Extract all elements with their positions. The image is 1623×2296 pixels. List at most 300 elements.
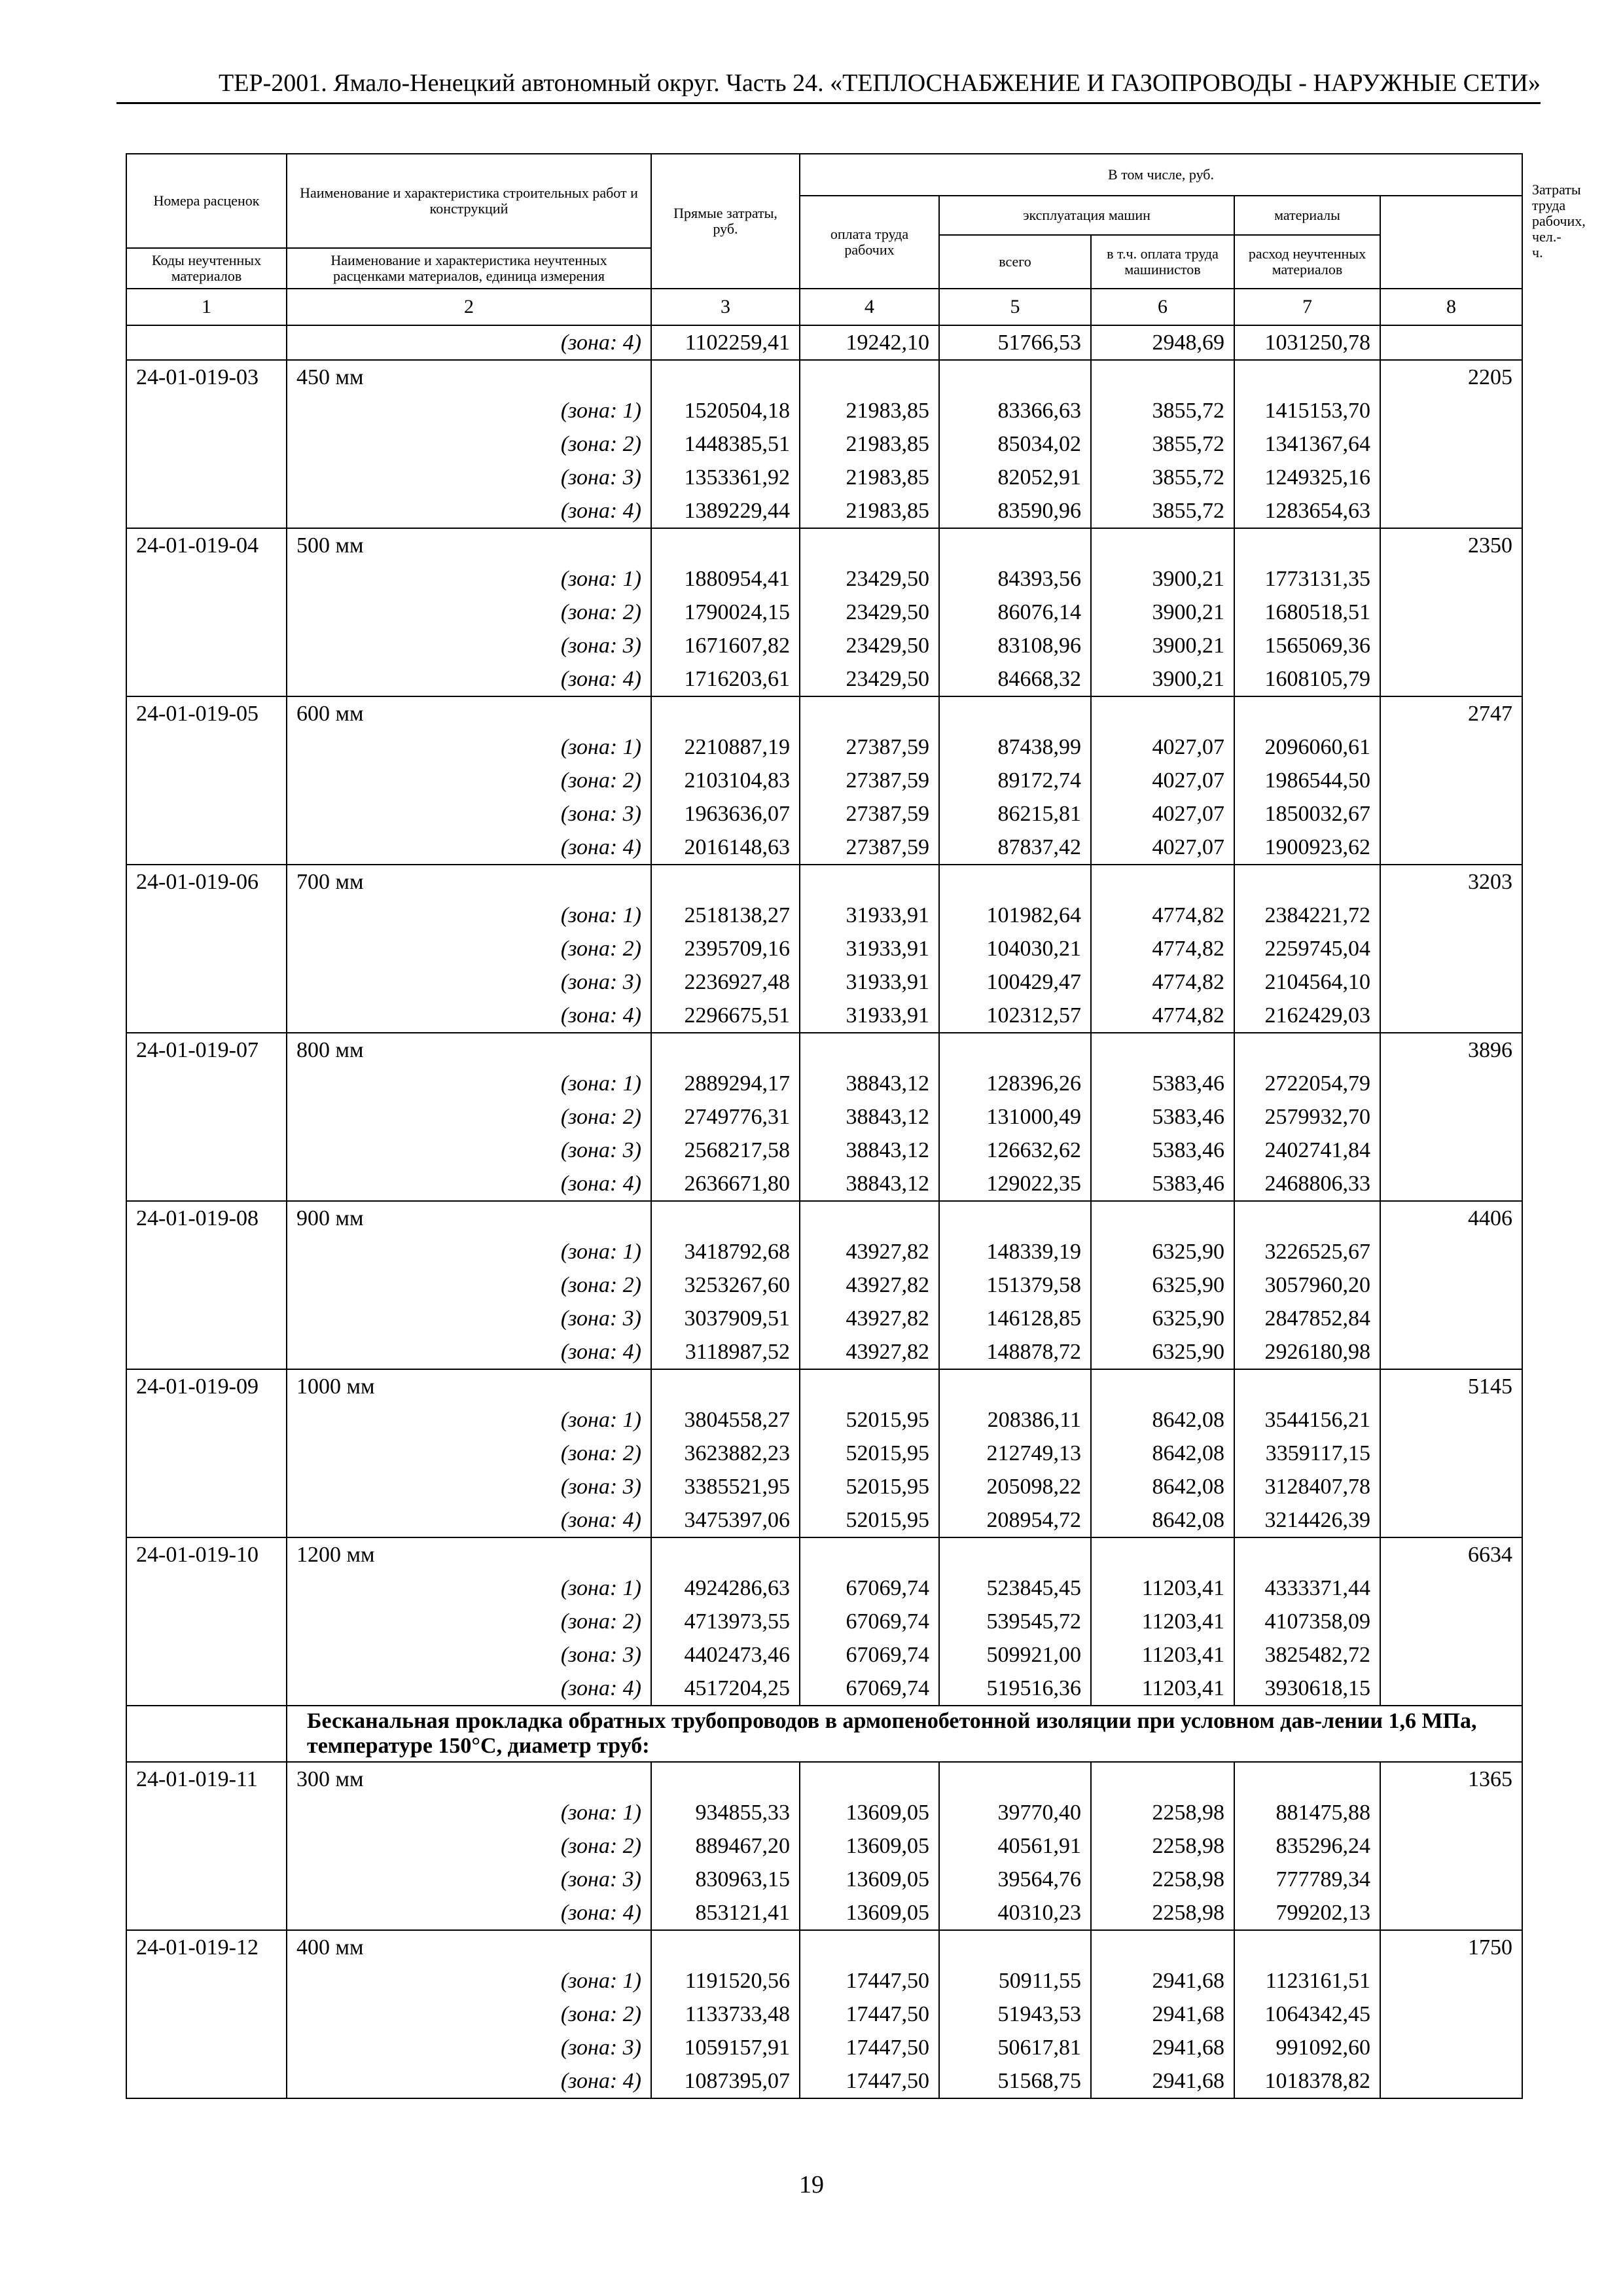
blank-cell xyxy=(1380,394,1522,427)
blank-cell xyxy=(651,865,800,899)
zone-row xyxy=(126,2031,1522,2064)
direct-costs: 2889294,17 xyxy=(651,1067,800,1100)
zone-label: (зона: 4) xyxy=(287,1672,651,1706)
blank-cell xyxy=(126,1964,287,1998)
machines-labor: 8642,08 xyxy=(1091,1403,1234,1437)
blank-cell xyxy=(1380,1672,1522,1706)
blank-cell xyxy=(1380,2064,1522,2098)
machines-total: 83108,96 xyxy=(939,629,1091,662)
machines-labor: 3900,21 xyxy=(1091,629,1234,662)
machines-labor: 2948,69 xyxy=(1091,325,1234,360)
labor-pay: 27387,59 xyxy=(800,831,939,865)
zone-row xyxy=(126,965,1522,999)
blank-cell xyxy=(126,1268,287,1302)
zone-label: (зона: 4) xyxy=(287,1167,651,1201)
blank-cell xyxy=(1380,1638,1522,1672)
machines-labor: 5383,46 xyxy=(1091,1167,1234,1201)
labor-pay: 67069,74 xyxy=(800,1605,939,1638)
rate-header-row xyxy=(126,1369,1522,1403)
direct-costs: 4924286,63 xyxy=(651,1571,800,1605)
direct-costs: 2236927,48 xyxy=(651,965,800,999)
zone-row xyxy=(126,494,1522,528)
rate-code: 24-01-019-09 xyxy=(126,1369,287,1403)
labor-pay: 23429,50 xyxy=(800,662,939,696)
labor-pay: 23429,50 xyxy=(800,562,939,596)
materials-cost: 3544156,21 xyxy=(1234,1403,1380,1437)
column-number: 6 xyxy=(1091,289,1234,325)
blank-cell xyxy=(939,696,1091,730)
materials-cost: 3214426,39 xyxy=(1234,1503,1380,1537)
labor-pay: 21983,85 xyxy=(800,427,939,461)
machines-total: 83366,63 xyxy=(939,394,1091,427)
direct-costs: 2210887,19 xyxy=(651,730,800,764)
zone-label: (зона: 2) xyxy=(287,1829,651,1863)
materials-cost: 2847852,84 xyxy=(1234,1302,1380,1335)
zone-label: (зона: 1) xyxy=(287,1571,651,1605)
direct-costs: 1790024,15 xyxy=(651,596,800,629)
labor-pay: 13609,05 xyxy=(800,1796,939,1829)
machines-labor: 8642,08 xyxy=(1091,1503,1234,1537)
machines-labor: 2258,98 xyxy=(1091,1829,1234,1863)
header-materials: материалы xyxy=(1234,196,1380,235)
machines-labor: 3900,21 xyxy=(1091,596,1234,629)
direct-costs: 2568217,58 xyxy=(651,1134,800,1167)
header-machines-total: всего xyxy=(939,235,1091,289)
blank-cell xyxy=(126,932,287,965)
running-title: ТЕР-2001. Ямало-Ненецкий автономный округ. Часть 24. «ТЕПЛОСНАБЖЕНИЕ И ГАЗОПРОВОДЫ - НАРУЖНЫЕ СЕТИ» xyxy=(116,68,1541,104)
zone-label: (зона: 1) xyxy=(287,394,651,427)
materials-cost: 1680518,51 xyxy=(1234,596,1380,629)
machines-total: 83590,96 xyxy=(939,494,1091,528)
zone-row xyxy=(126,1796,1522,1829)
direct-costs: 2103104,83 xyxy=(651,764,800,797)
blank-cell xyxy=(1380,1067,1522,1100)
rate-code: 24-01-019-04 xyxy=(126,528,287,562)
machines-total: 85034,02 xyxy=(939,427,1091,461)
zone-label: (зона: 3) xyxy=(287,1302,651,1335)
labor-pay: 67069,74 xyxy=(800,1638,939,1672)
direct-costs: 2518138,27 xyxy=(651,899,800,932)
machines-labor: 4027,07 xyxy=(1091,764,1234,797)
zone-row xyxy=(126,1437,1522,1470)
blank-cell xyxy=(1380,629,1522,662)
machines-labor: 5383,46 xyxy=(1091,1067,1234,1100)
machines-total: 131000,49 xyxy=(939,1100,1091,1134)
rates-table: Номера расценок Наименование и характеристика строительных работ и конструкций Прямые затраты, руб. В том числе, руб. Затраты труда рабочих, чел.-ч. оплата труда рабочих эксплуатация машин материалы всего в т.ч. оплата труда машинистов расход неучтенных материалов Коды неучтенных материалов Наименование и характеристика неучтенных расценками материалов, единица измерения 1 2 3 4 5 6 7 8 (зона: 4) 1102259,41 19242,10 51766,53 2948,69 1031250,78 24-01-019-03 450 мм 2205 (зона: 1) 1520504,18 21983,85 83366,63 3855,72 1415153,70 (зона: 2) 1448385,51 21983,85 85034,02 3855,72 1341367,64 (зона: 3) 1353361,92 21983,85 82052,91 3855,72 1249325,16 (зона: 4) 1389229,44 21983,85 83590,96 3855,72 1283654,63 24-01-019-04 500 мм 2350 (зона: 1) 1880954,41 23429,50 84393,56 3900,21 1773131,35 (зона: 2) 1790024,15 23429,50 86076,14 3900,21 1680518,51 (зона: 3) 1671607,82 23429,50 83108,96 3900,21 1565069,36 (зона: 4) 1716203,61 23429,50 84668,32 3900,21 1608105,79 24-01-019-05 600 мм 2747 (зона: 1) 2210887,19 27387,59 87438,99 4027,07 2096060,61 (зона: 2) 2103104,83 27387,59 89172,74 4027,07 1986544,50 (зона: 3) 1963636,07 27387,59 86215,81 4027,07 1850032,67 (зона: 4) 2016148,63 27387,59 87837,42 4027,07 1900923,62 24-01-019-06 700 мм 3203 (зона: 1) 2518138,27 31933,91 101982,64 4774,82 2384221,72 (зона: 2) 2395709,16 31933,91 104030,21 4774,82 2259745,04 (зона: 3) 2236927,48 31933,91 100429,47 4774,82 2104564,10 (зона: 4) 2296675,51 31933,91 102312,57 4774,82 2162429,03 24-01-019-07 800 мм 3896 (зона: 1) 2889294,17 38843,12 128396,26 5383,46 2722054,79 (зона: 2) 2749776,31 38843,12 131000,49 5383,46 2579932,70 (зона: 3) 2568217,58 38843,12 126632,62 5383,46 2402741,84 (зона: 4) 2636671,80 38843,12 129022,35 5383,46 2468806,33 24-01-019-08 900 мм 4406 (зона: 1) 3418792,68 43927,82 148339,19 6325,90 3226525,67 (зона: 2) 3253267,60 43927,82 151379,58 6325,90 3057960,20 (зона: 3) 3037909,51 43927,82 146128,85 6325,90 2847852,84 (зона: 4) 3118987,52 43927,82 148878,72 6325,90 2926180,98 24-01-019-09 1000 мм 5145 (зона: 1) 3804558,27 52015,95 208386,11 8642,08 3544156,21 (зона: 2) 3623882,23 52015,95 212749,13 8642,08 3359117,15 (зона: 3) 3385521,95 52015,95 205098,22 8642,08 3128407,78 (зона: 4) 3475397,06 52015,95 208954,72 8642,08 3214426,39 24-01-019-10 1200 мм 6634 (зона: 1) 4924286,63 67069,74 523845,45 11203,41 4333371,44 (зона: 2) 4713973,55 67069,74 539545,72 11203,41 4107358,09 (зона: 3) 4402473,46 67069,74 509921,00 11203,41 3825482,72 (зона: 4) 4517204,25 67069,74 519516,36 11203,41 3930618,15 Бесканальная прокладка обратных трубопроводов в армопенобетонной изоляции при условном дав-лении 1,6 МПа, температуре 150°С, диаметр труб: 24-01-019-11 300 мм 1365 (зона: 1) 934855,33 13609,05 39770,40 2258,98 881475,88 (зона: 2) 889467,20 13609,05 40561,91 2258,98 835296,24 (зона: 3) 830963,15 13609,05 39564,76 2258,98 777789,34 (зона: 4) 853121,41 13609,05 40310,23 2258,98 799202,13 24-01-019-12 400 мм 1750 (зона: 1) 1191520,56 17447,50 50911,55 2941,68 1123161,51 (зона: 2) 1133733,48 17447,50 51943,53 2941,68 1064342,45 (зона: 3) 1059157,91 17447,50 50617,81 2941,68 991092,60 (зона: 4) 1087395,07 17447,50 51568,75 2941,68 1018378,82 xyxy=(126,153,1523,2099)
zone-label: (зона: 2) xyxy=(287,1998,651,2031)
materials-cost: 2104564,10 xyxy=(1234,965,1380,999)
machines-total: 126632,62 xyxy=(939,1134,1091,1167)
rate-code: 24-01-019-03 xyxy=(126,360,287,394)
blank-cell xyxy=(126,1571,287,1605)
blank-cell xyxy=(1234,528,1380,562)
zone-label: (зона: 3) xyxy=(287,629,651,662)
blank-cell xyxy=(1380,899,1522,932)
materials-cost: 1249325,16 xyxy=(1234,461,1380,494)
materials-cost: 835296,24 xyxy=(1234,1829,1380,1863)
labor-pay: 17447,50 xyxy=(800,2031,939,2064)
materials-cost: 1123161,51 xyxy=(1234,1964,1380,1998)
blank-cell xyxy=(1380,1403,1522,1437)
direct-costs: 3037909,51 xyxy=(651,1302,800,1335)
machines-total: 51766,53 xyxy=(939,325,1091,360)
zone-row xyxy=(126,1134,1522,1167)
blank-cell xyxy=(1091,1201,1234,1235)
blank-cell xyxy=(800,528,939,562)
machines-total: 104030,21 xyxy=(939,932,1091,965)
header-machines-labor: в т.ч. оплата труда машинистов xyxy=(1091,235,1234,289)
direct-costs: 2016148,63 xyxy=(651,831,800,865)
pipe-diameter: 450 мм xyxy=(287,360,651,394)
header-name-top: Наименование и характеристика строительных работ и конструкций xyxy=(287,154,651,248)
blank-cell xyxy=(126,394,287,427)
blank-cell xyxy=(1091,528,1234,562)
machines-total: 205098,22 xyxy=(939,1470,1091,1503)
labor-pay: 23429,50 xyxy=(800,596,939,629)
zone-label: (зона: 2) xyxy=(287,427,651,461)
machines-total: 129022,35 xyxy=(939,1167,1091,1201)
zone-row xyxy=(126,1638,1522,1672)
header-in-total: В том числе, руб. xyxy=(800,154,1522,196)
blank-cell xyxy=(1380,1302,1522,1335)
column-number: 7 xyxy=(1234,289,1380,325)
labor-pay: 38843,12 xyxy=(800,1167,939,1201)
blank-cell xyxy=(1380,325,1522,360)
blank-cell xyxy=(126,1503,287,1537)
labor-pay: 52015,95 xyxy=(800,1503,939,1537)
machines-labor: 4027,07 xyxy=(1091,797,1234,831)
blank-cell xyxy=(651,360,800,394)
labor-hours: 2350 xyxy=(1380,528,1522,562)
zone-label: (зона: 2) xyxy=(287,932,651,965)
zone-row xyxy=(126,831,1522,865)
zone-row xyxy=(126,1403,1522,1437)
blank-cell xyxy=(1380,1437,1522,1470)
blank-cell xyxy=(126,1302,287,1335)
direct-costs: 1716203,61 xyxy=(651,662,800,696)
direct-costs: 3118987,52 xyxy=(651,1335,800,1369)
direct-costs: 3475397,06 xyxy=(651,1503,800,1537)
blank-cell xyxy=(126,1605,287,1638)
zone-label: (зона: 4) xyxy=(287,1335,651,1369)
pipe-diameter: 400 мм xyxy=(287,1930,651,1964)
blank-cell xyxy=(1380,1100,1522,1134)
labor-hours: 5145 xyxy=(1380,1369,1522,1403)
blank-cell xyxy=(939,1201,1091,1235)
blank-cell xyxy=(1091,865,1234,899)
materials-cost: 2162429,03 xyxy=(1234,999,1380,1033)
blank-cell xyxy=(126,1437,287,1470)
zone-label: (зона: 3) xyxy=(287,797,651,831)
zone-label: (зона: 2) xyxy=(287,764,651,797)
pipe-diameter: 1200 мм xyxy=(287,1537,651,1571)
materials-cost: 881475,88 xyxy=(1234,1796,1380,1829)
zone-row xyxy=(126,932,1522,965)
blank-cell xyxy=(1091,360,1234,394)
machines-total: 102312,57 xyxy=(939,999,1091,1033)
column-number: 2 xyxy=(287,289,651,325)
zone-row xyxy=(126,1896,1522,1930)
machines-total: 208386,11 xyxy=(939,1403,1091,1437)
zone-label: (зона: 1) xyxy=(287,899,651,932)
pipe-diameter: 500 мм xyxy=(287,528,651,562)
blank-cell xyxy=(800,360,939,394)
labor-pay: 31933,91 xyxy=(800,965,939,999)
pipe-diameter: 300 мм xyxy=(287,1762,651,1796)
pipe-diameter: 900 мм xyxy=(287,1201,651,1235)
blank-cell xyxy=(126,1167,287,1201)
page-number: 19 xyxy=(799,2171,824,2198)
rate-header-row xyxy=(126,1033,1522,1067)
blank-cell xyxy=(1234,360,1380,394)
direct-costs: 2395709,16 xyxy=(651,932,800,965)
blank-cell xyxy=(126,1796,287,1829)
machines-total: 84393,56 xyxy=(939,562,1091,596)
machines-labor: 4774,82 xyxy=(1091,965,1234,999)
labor-pay: 31933,91 xyxy=(800,932,939,965)
direct-costs: 4402473,46 xyxy=(651,1638,800,1672)
machines-total: 86215,81 xyxy=(939,797,1091,831)
zone-label: (зона: 1) xyxy=(287,730,651,764)
labor-pay: 67069,74 xyxy=(800,1571,939,1605)
blank-cell xyxy=(1380,932,1522,965)
blank-cell xyxy=(1380,461,1522,494)
materials-cost: 3128407,78 xyxy=(1234,1470,1380,1503)
rates-table-body xyxy=(126,325,1522,2098)
materials-cost: 991092,60 xyxy=(1234,2031,1380,2064)
zone-row xyxy=(126,1268,1522,1302)
blank-cell xyxy=(1091,1537,1234,1571)
blank-cell xyxy=(126,1672,287,1706)
machines-labor: 2941,68 xyxy=(1091,2031,1234,2064)
zone-row xyxy=(126,797,1522,831)
blank-cell xyxy=(1234,696,1380,730)
blank-cell xyxy=(1380,1235,1522,1268)
blank-cell xyxy=(1380,1998,1522,2031)
blank-cell xyxy=(1380,662,1522,696)
blank-cell xyxy=(1380,427,1522,461)
zone-label: (зона: 2) xyxy=(287,1100,651,1134)
machines-labor: 2258,98 xyxy=(1091,1896,1234,1930)
materials-cost: 2579932,70 xyxy=(1234,1100,1380,1134)
blank-cell xyxy=(126,797,287,831)
blank-cell xyxy=(651,1369,800,1403)
blank-cell xyxy=(651,528,800,562)
blank-cell xyxy=(1234,1762,1380,1796)
labor-pay: 27387,59 xyxy=(800,730,939,764)
labor-hours: 1750 xyxy=(1380,1930,1522,1964)
pipe-diameter: 800 мм xyxy=(287,1033,651,1067)
materials-cost: 1900923,62 xyxy=(1234,831,1380,865)
materials-cost: 1283654,63 xyxy=(1234,494,1380,528)
zone-row xyxy=(126,1964,1522,1998)
machines-total: 208954,72 xyxy=(939,1503,1091,1537)
machines-labor: 4774,82 xyxy=(1091,932,1234,965)
blank-cell xyxy=(126,730,287,764)
blank-cell xyxy=(1380,965,1522,999)
materials-cost: 1850032,67 xyxy=(1234,797,1380,831)
blank-cell xyxy=(126,1998,287,2031)
direct-costs: 830963,15 xyxy=(651,1863,800,1896)
machines-labor: 11203,41 xyxy=(1091,1638,1234,1672)
pipe-diameter: 700 мм xyxy=(287,865,651,899)
blank-cell xyxy=(1091,696,1234,730)
blank-cell xyxy=(1380,831,1522,865)
machines-total: 84668,32 xyxy=(939,662,1091,696)
blank-cell xyxy=(126,1067,287,1100)
zone-label: (зона: 3) xyxy=(287,1863,651,1896)
materials-cost: 2722054,79 xyxy=(1234,1067,1380,1100)
blank-cell xyxy=(800,1537,939,1571)
direct-costs: 3623882,23 xyxy=(651,1437,800,1470)
labor-pay: 52015,95 xyxy=(800,1403,939,1437)
zone-label: (зона: 1) xyxy=(287,1403,651,1437)
materials-cost: 3825482,72 xyxy=(1234,1638,1380,1672)
materials-cost: 2926180,98 xyxy=(1234,1335,1380,1369)
labor-pay: 19242,10 xyxy=(800,325,939,360)
labor-hours: 6634 xyxy=(1380,1537,1522,1571)
materials-cost: 4333371,44 xyxy=(1234,1571,1380,1605)
rate-code: 24-01-019-08 xyxy=(126,1201,287,1235)
materials-cost: 4107358,09 xyxy=(1234,1605,1380,1638)
machines-total: 89172,74 xyxy=(939,764,1091,797)
materials-cost: 1031250,78 xyxy=(1234,325,1380,360)
materials-cost: 799202,13 xyxy=(1234,1896,1380,1930)
rate-header-row xyxy=(126,1762,1522,1796)
zone-row xyxy=(126,596,1522,629)
labor-hours: 3203 xyxy=(1380,865,1522,899)
rate-header-row xyxy=(126,1930,1522,1964)
blank-cell xyxy=(651,1537,800,1571)
zone-row xyxy=(126,1672,1522,1706)
blank-cell xyxy=(1380,1863,1522,1896)
machines-labor: 2941,68 xyxy=(1091,2064,1234,2098)
zone-label: (зона: 4) xyxy=(287,1503,651,1537)
rate-code: 24-01-019-05 xyxy=(126,696,287,730)
header-direct-costs: Прямые затраты, руб. xyxy=(651,154,800,289)
blank-cell xyxy=(939,1762,1091,1796)
zone-row xyxy=(126,1302,1522,1335)
blank-cell xyxy=(651,1201,800,1235)
blank-cell xyxy=(1380,1470,1522,1503)
rate-code: 24-01-019-12 xyxy=(126,1930,287,1964)
zone-row xyxy=(126,562,1522,596)
direct-costs: 1087395,07 xyxy=(651,2064,800,2098)
machines-total: 39564,76 xyxy=(939,1863,1091,1896)
blank-cell xyxy=(126,1829,287,1863)
blank-cell xyxy=(126,1863,287,1896)
machines-labor: 4774,82 xyxy=(1091,999,1234,1033)
rate-code: 24-01-019-06 xyxy=(126,865,287,899)
direct-costs: 1963636,07 xyxy=(651,797,800,831)
blank-cell xyxy=(1091,1369,1234,1403)
blank-cell xyxy=(800,1762,939,1796)
labor-pay: 43927,82 xyxy=(800,1302,939,1335)
zone-row xyxy=(126,999,1522,1033)
rate-header-row xyxy=(126,528,1522,562)
machines-labor: 11203,41 xyxy=(1091,1571,1234,1605)
header-codes-top: Номера расценок xyxy=(126,154,287,248)
zone-label: (зона: 1) xyxy=(287,1964,651,1998)
machines-labor: 3855,72 xyxy=(1091,394,1234,427)
zone-label: (зона: 4) xyxy=(287,1896,651,1930)
labor-pay: 13609,05 xyxy=(800,1829,939,1863)
zone-label: (зона: 3) xyxy=(287,461,651,494)
rate-code: 24-01-019-10 xyxy=(126,1537,287,1571)
blank-cell xyxy=(126,1403,287,1437)
direct-costs: 1102259,41 xyxy=(651,325,800,360)
header-labor-pay: оплата труда рабочих xyxy=(800,196,939,289)
rate-header-row xyxy=(126,1201,1522,1235)
blank-cell xyxy=(651,1930,800,1964)
zone-row xyxy=(126,1235,1522,1268)
machines-total: 151379,58 xyxy=(939,1268,1091,1302)
direct-costs: 3385521,95 xyxy=(651,1470,800,1503)
blank-cell xyxy=(126,1638,287,1672)
machines-total: 100429,47 xyxy=(939,965,1091,999)
blank-cell xyxy=(126,831,287,865)
blank-cell xyxy=(939,865,1091,899)
blank-cell xyxy=(126,596,287,629)
direct-costs: 1059157,91 xyxy=(651,2031,800,2064)
direct-costs: 1671607,82 xyxy=(651,629,800,662)
blank-cell xyxy=(800,1033,939,1067)
header-machines: эксплуатация машин xyxy=(939,196,1234,235)
zone-row xyxy=(126,1503,1522,1537)
header-name-bottom: Наименование и характеристика неучтенных расценками материалов, единица измерения xyxy=(287,248,651,289)
blank-cell xyxy=(1380,1167,1522,1201)
blank-cell xyxy=(126,899,287,932)
zone-label: (зона: 3) xyxy=(287,2031,651,2064)
blank-cell xyxy=(800,1369,939,1403)
machines-labor: 8642,08 xyxy=(1091,1470,1234,1503)
machines-total: 523845,45 xyxy=(939,1571,1091,1605)
labor-pay: 23429,50 xyxy=(800,629,939,662)
zone-label: (зона: 2) xyxy=(287,596,651,629)
labor-pay: 27387,59 xyxy=(800,797,939,831)
labor-pay: 31933,91 xyxy=(800,999,939,1033)
zone-row xyxy=(126,427,1522,461)
labor-pay: 17447,50 xyxy=(800,1998,939,2031)
direct-costs: 1520504,18 xyxy=(651,394,800,427)
blank-cell xyxy=(651,1033,800,1067)
blank-cell xyxy=(126,1335,287,1369)
machines-total: 87837,42 xyxy=(939,831,1091,865)
machines-labor: 11203,41 xyxy=(1091,1672,1234,1706)
zone-label: (зона: 4) xyxy=(287,2064,651,2098)
direct-costs: 2296675,51 xyxy=(651,999,800,1033)
column-number: 5 xyxy=(939,289,1091,325)
blank-cell xyxy=(1380,1796,1522,1829)
zone-row xyxy=(126,1571,1522,1605)
blank-cell xyxy=(1380,999,1522,1033)
blank-cell xyxy=(800,1930,939,1964)
materials-cost: 2259745,04 xyxy=(1234,932,1380,965)
zone-label: (зона: 1) xyxy=(287,562,651,596)
machines-labor: 6325,90 xyxy=(1091,1235,1234,1268)
blank-cell xyxy=(126,562,287,596)
materials-cost: 1341367,64 xyxy=(1234,427,1380,461)
labor-pay: 52015,95 xyxy=(800,1437,939,1470)
zone-row xyxy=(126,325,1522,360)
direct-costs: 3804558,27 xyxy=(651,1403,800,1437)
section-heading-row xyxy=(126,1706,1522,1762)
blank-cell xyxy=(126,662,287,696)
machines-total: 40310,23 xyxy=(939,1896,1091,1930)
materials-cost: 2096060,61 xyxy=(1234,730,1380,764)
materials-cost: 2468806,33 xyxy=(1234,1167,1380,1201)
blank-cell xyxy=(1380,764,1522,797)
